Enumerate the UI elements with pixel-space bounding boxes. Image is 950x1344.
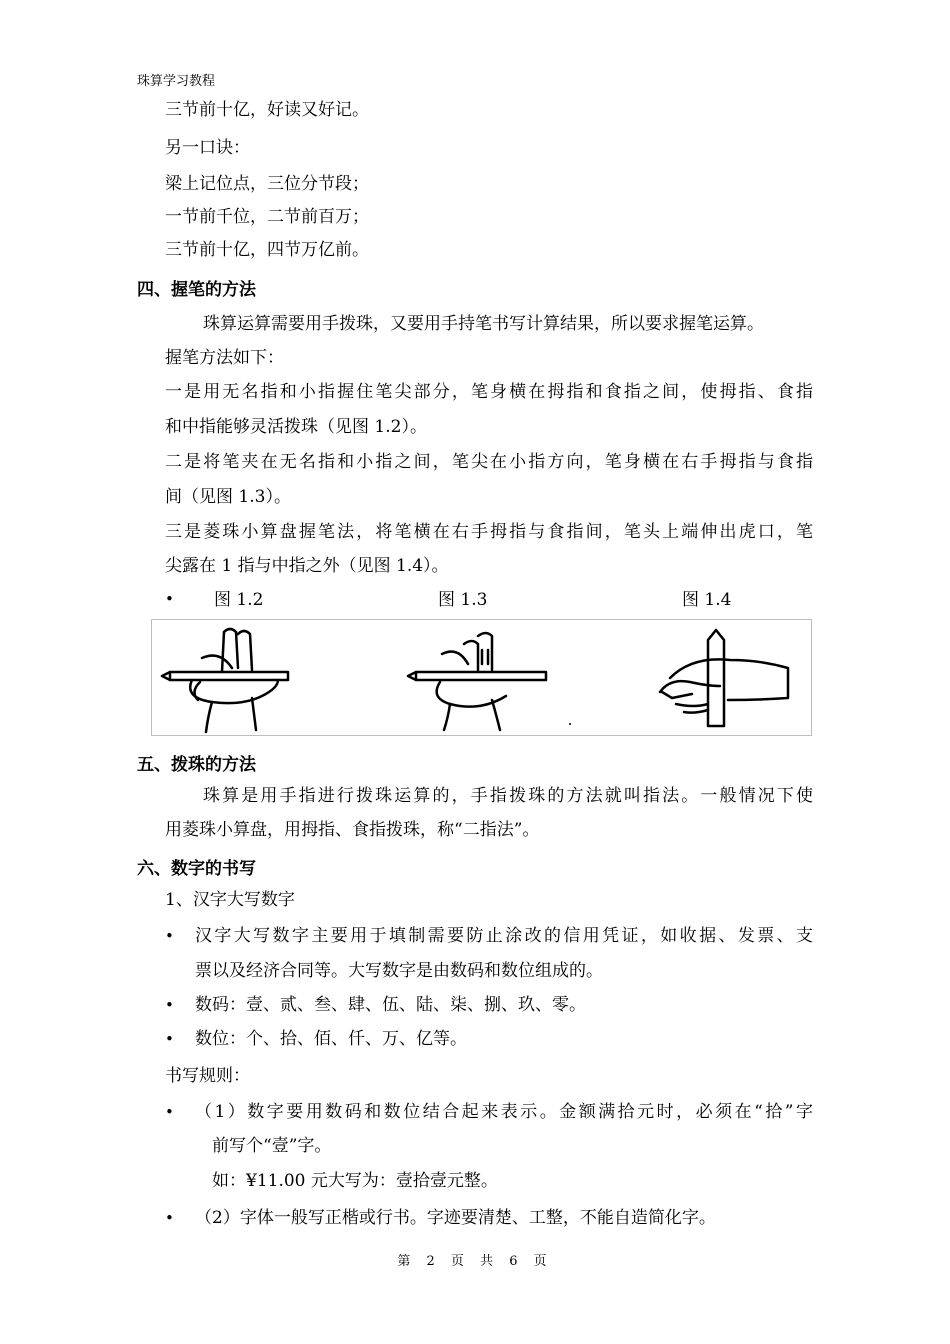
bullet-line: 汉字大写数字主要用于填制需要防止涂改的信用凭证，如收据、发票、支 [195, 926, 813, 946]
page-footer [0, 1250, 950, 1269]
verse-line: 梁上记位点，三位分节段； [165, 174, 369, 194]
subheading: 1、汉字大写数字 [165, 890, 295, 910]
paragraph-line: 珠算是用手指进行拨珠运算的，手指拨珠的方法就叫指法。一般情况下使 [203, 786, 813, 806]
bullet-dot: • [165, 590, 174, 608]
paragraph-line: 握笔方法如下： [165, 348, 284, 368]
paragraph-line: 三是菱珠小算盘握笔法，将笔横在右手拇指与食指间，笔头上端伸出虎口，笔 [165, 522, 813, 542]
rule-line: （1）数字要用数码和数位结合起来表示。金额满拾元时，必须在“拾”字 [195, 1102, 813, 1122]
paragraph-line: 尖露在 1 指与中指之外（见图 1.4）。 [165, 556, 449, 576]
section-heading-4: 四、握笔的方法 [137, 280, 256, 300]
hand-pen-figure-1-2 [162, 629, 288, 732]
bullet-dot: • [165, 996, 174, 1014]
paragraph-line: 和中指能够灵活拨珠（见图 1.2）。 [165, 417, 427, 437]
bullet-dot: • [165, 1030, 174, 1048]
section-heading-6: 六、数字的书写 [137, 859, 256, 879]
bullet-dot: • [165, 927, 174, 945]
paragraph-line: 珠算运算需要用手拨珠，又要用手持笔书写计算结果，所以要求握笔运算。 [203, 314, 764, 334]
section-heading-5: 五、拨珠的方法 [137, 755, 256, 775]
rules-title: 书写规则： [165, 1066, 250, 1086]
stray-dot [569, 723, 571, 725]
figure-label: 图 1.3 [438, 590, 488, 610]
page-header: 珠算学习教程 [137, 74, 216, 89]
figure-label: 图 1.4 [682, 590, 732, 610]
verse-line: 三节前十亿，好读又好记。 [165, 100, 369, 120]
verse-line: 三节前十亿，四节万亿前。 [165, 240, 369, 260]
hand-pen-figure-1-3 [408, 633, 546, 730]
paragraph-line: 间（见图 1.3）。 [165, 487, 291, 507]
bullet-line: 数位：个、拾、佰、仟、万、亿等。 [195, 1029, 467, 1049]
verse-line: 一节前千位，二节前百万； [165, 207, 369, 227]
paragraph-line: 一是用无名指和小指握住笔尖部分，笔身横在拇指和食指之间，使拇指、食指 [165, 382, 813, 402]
page-number: 第 2 页 共 6 页 [397, 1254, 553, 1269]
figure-box [151, 619, 812, 736]
figure-label: 图 1.2 [214, 590, 264, 610]
bullet-line: 数码：壹、贰、叁、肆、伍、陆、柒、捌、玖、零。 [195, 995, 586, 1015]
rule-example: 如：¥11.00 元大写为：壹拾壹元整。 [212, 1171, 498, 1191]
paragraph-line: 用菱珠小算盘，用拇指、食指拨珠，称“二指法”。 [165, 820, 540, 840]
rule-line: （2）字体一般写正楷或行书。字迹要清楚、工整，不能自造简化字。 [195, 1208, 716, 1228]
bullet-line: 票以及经济合同等。大写数字是由数码和数位组成的。 [195, 961, 603, 981]
bullet-dot: • [165, 1209, 174, 1227]
rule-line: 前写个“壹”字。 [212, 1136, 332, 1156]
paragraph-line: 二是将笔夹在无名指和小指之间，笔尖在小指方向，笔身横在右手拇指与食指 [165, 452, 813, 472]
hand-pen-figure-1-4 [660, 630, 788, 726]
verse-line: 另一口诀： [165, 138, 250, 158]
bullet-dot: • [165, 1103, 174, 1121]
hand-illustrations [152, 620, 811, 735]
